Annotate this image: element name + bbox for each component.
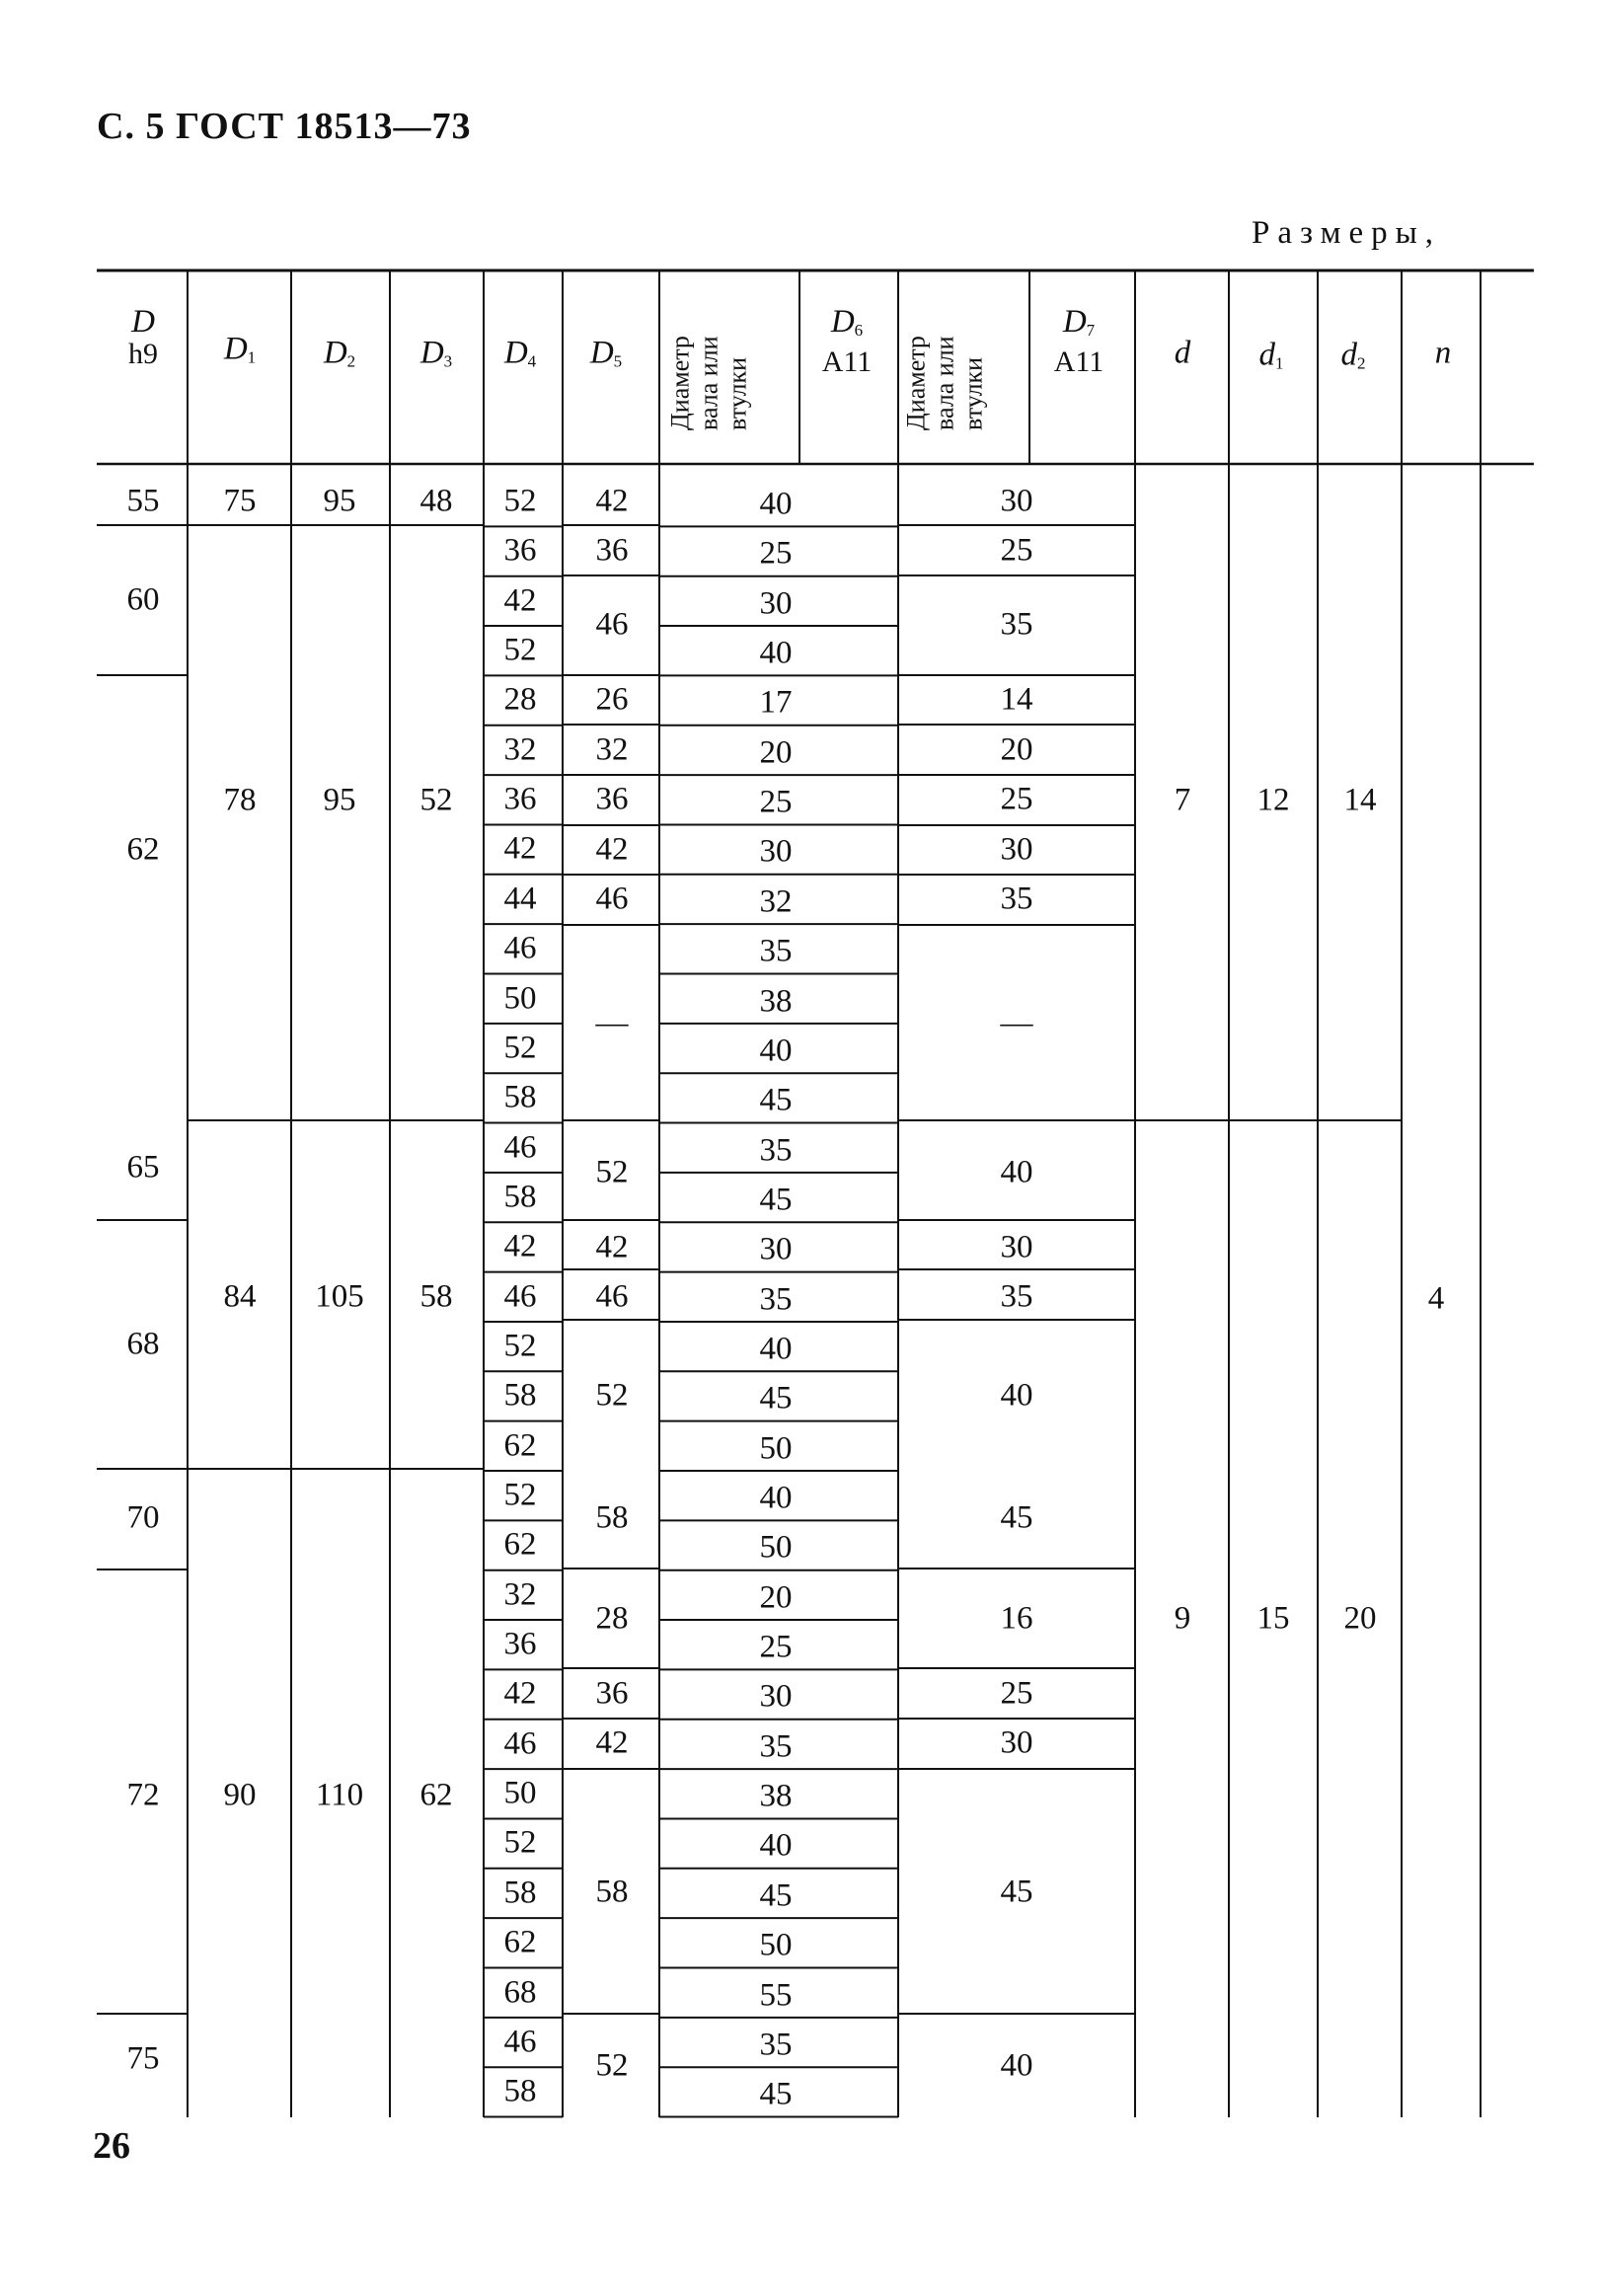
header-D2: $D_2$	[323, 335, 356, 371]
D7-cell: 25	[1000, 532, 1033, 569]
D4-cell: 44	[503, 880, 537, 917]
D-cell: 62	[126, 831, 160, 868]
shaft6-cell: 40	[759, 1827, 793, 1864]
D7-cell: 35	[1000, 606, 1033, 643]
D7-cell: —	[1000, 1005, 1033, 1041]
D5-cell: 46	[595, 1278, 629, 1315]
D7-cell: 30	[1000, 483, 1033, 519]
D2-cell: 105	[315, 1278, 364, 1315]
header-shaft-diameter-6: Диаметр вала или втулки	[665, 336, 752, 430]
D7-cell: 25	[1000, 781, 1033, 817]
D3-cell: 52	[419, 782, 453, 818]
D7-cell: 25	[1000, 1675, 1033, 1712]
D5-cell: 58	[595, 1499, 629, 1536]
D4-cell: 36	[503, 532, 537, 569]
header-D4: $D_4$	[503, 335, 537, 371]
shaft6-cell: 45	[759, 1182, 793, 1218]
D4-cell: 50	[503, 1775, 537, 1811]
D4-cell: 52	[503, 483, 537, 519]
D7-cell: 40	[1000, 2047, 1033, 2084]
d-cell: 7	[1174, 782, 1191, 818]
D4-cell: 42	[503, 1675, 537, 1712]
D4-cell: 36	[503, 781, 537, 817]
D7-cell: 45	[1000, 1874, 1033, 1910]
shaft6-cell: 40	[759, 1480, 793, 1516]
header-D: D h9	[128, 304, 158, 370]
shaft6-cell: 45	[759, 1380, 793, 1416]
header-D7: $D_7$ A11	[1053, 304, 1104, 378]
shaft6-cell: 30	[759, 1231, 793, 1267]
D1-cell: 84	[223, 1278, 257, 1315]
D3-cell: 48	[419, 483, 453, 519]
D4-cell: 46	[503, 1278, 537, 1315]
header-D5: $D_5$	[589, 335, 623, 371]
D4-cell: 46	[503, 930, 537, 966]
D7-cell: 16	[1000, 1600, 1033, 1637]
D7-cell: 35	[1000, 1278, 1033, 1315]
shaft6-cell: 35	[759, 1728, 793, 1765]
D4-cell: 58	[503, 2073, 537, 2109]
shaft6-cell: 38	[759, 983, 793, 1019]
D-cell: 55	[126, 483, 160, 519]
D1-cell: 90	[223, 1777, 257, 1813]
shaft6-cell: 50	[759, 1529, 793, 1566]
D4-cell: 52	[503, 1477, 537, 1513]
D7-cell: 30	[1000, 1724, 1033, 1761]
D7-cell: 14	[1000, 681, 1033, 718]
shaft6-cell: 25	[759, 535, 793, 572]
d2-cell: 14	[1343, 782, 1377, 818]
shaft6-cell: 25	[759, 784, 793, 820]
page-number: 26	[93, 2125, 130, 2167]
D5-cell: 36	[595, 781, 629, 817]
D5-cell: 42	[595, 483, 629, 519]
shaft6-cell: 25	[759, 1629, 793, 1665]
D4-cell: 58	[503, 1079, 537, 1115]
D2-cell: 95	[323, 483, 356, 519]
D4-cell: 62	[503, 1924, 537, 1960]
D5-cell: 28	[595, 1600, 629, 1637]
D4-cell: 52	[503, 1824, 537, 1861]
D4-cell: 42	[503, 1228, 537, 1264]
D-cell: 60	[126, 581, 160, 618]
units-label: Размеры,	[1252, 215, 1442, 251]
D4-cell: 36	[503, 1626, 537, 1662]
shaft6-cell: 40	[759, 486, 793, 522]
header-D6: $D_6$ A11	[821, 304, 873, 378]
D5-cell: 58	[595, 1874, 629, 1910]
shaft6-cell: 40	[759, 1331, 793, 1367]
D4-cell: 32	[503, 1576, 537, 1613]
shaft6-cell: 35	[759, 2027, 793, 2063]
shaft6-cell: 30	[759, 585, 793, 622]
D5-cell: 36	[595, 1675, 629, 1712]
D4-cell: 52	[503, 1030, 537, 1066]
D2-cell: 95	[323, 782, 356, 818]
D5-cell: 52	[595, 2047, 629, 2084]
D7-cell: 35	[1000, 880, 1033, 917]
header-d2: $d_2$	[1340, 337, 1366, 373]
D4-cell: 32	[503, 731, 537, 768]
shaft6-cell: 17	[759, 684, 793, 721]
D4-cell: 52	[503, 632, 537, 668]
D5-cell: 42	[595, 831, 629, 868]
D1-cell: 75	[223, 483, 257, 519]
D4-cell: 28	[503, 681, 537, 718]
D5-cell: 42	[595, 1229, 629, 1265]
D7-cell: 30	[1000, 831, 1033, 868]
header-D3: $D_3$	[419, 335, 453, 371]
D4-cell: 46	[503, 2024, 537, 2060]
header-n: n	[1434, 335, 1452, 371]
D-cell: 72	[126, 1777, 160, 1813]
D4-cell: 62	[503, 1427, 537, 1464]
D5-cell: 52	[595, 1377, 629, 1414]
D5-cell: 52	[595, 1154, 629, 1190]
D-cell: 68	[126, 1326, 160, 1362]
header-D1: $D_1$	[223, 331, 257, 367]
shaft6-cell: 35	[759, 933, 793, 969]
shaft6-cell: 55	[759, 1977, 793, 2013]
shaft6-cell: 35	[759, 1281, 793, 1318]
shaft6-cell: 30	[759, 1678, 793, 1715]
shaft6-cell: 38	[759, 1778, 793, 1814]
shaft6-cell: 50	[759, 1430, 793, 1467]
D7-cell: 20	[1000, 731, 1033, 768]
header-shaft-diameter-7: Диаметр вала или втулки	[901, 336, 988, 430]
shaft6-cell: 45	[759, 2076, 793, 2112]
header-d1: $d_1$	[1258, 337, 1284, 373]
D3-cell: 62	[419, 1777, 453, 1813]
D7-cell: 45	[1000, 1499, 1033, 1536]
n-cell: 4	[1427, 1280, 1445, 1317]
D7-cell: 30	[1000, 1229, 1033, 1265]
header-d: d	[1174, 335, 1191, 371]
shaft6-cell: 35	[759, 1132, 793, 1169]
D4-cell: 50	[503, 980, 537, 1016]
D4-cell: 42	[503, 582, 537, 619]
D5-cell: 46	[595, 880, 629, 917]
D4-cell: 46	[503, 1129, 537, 1166]
d-cell: 9	[1174, 1600, 1191, 1637]
D5-cell: 42	[595, 1724, 629, 1761]
D2-cell: 110	[315, 1777, 364, 1813]
shaft6-cell: 32	[759, 883, 793, 920]
shaft6-cell: 45	[759, 1082, 793, 1118]
D3-cell: 58	[419, 1278, 453, 1315]
D5-cell: 36	[595, 532, 629, 569]
D4-cell: 58	[503, 1377, 537, 1414]
shaft6-cell: 30	[759, 833, 793, 870]
D4-cell: 58	[503, 1179, 537, 1215]
D4-cell: 62	[503, 1526, 537, 1563]
D-cell: 65	[126, 1149, 160, 1186]
shaft6-cell: 45	[759, 1877, 793, 1914]
D4-cell: 46	[503, 1725, 537, 1762]
shaft6-cell: 50	[759, 1927, 793, 1963]
d1-cell: 12	[1256, 782, 1290, 818]
shaft6-cell: 40	[759, 635, 793, 671]
D4-cell: 68	[503, 1974, 537, 2010]
page-header: С. 5 ГОСТ 18513—73	[97, 106, 472, 147]
D5-cell: 32	[595, 731, 629, 768]
d1-cell: 15	[1256, 1600, 1290, 1637]
d2-cell: 20	[1343, 1600, 1377, 1637]
D5-cell: 46	[595, 606, 629, 643]
shaft6-cell: 20	[759, 1579, 793, 1616]
D7-cell: 40	[1000, 1377, 1033, 1414]
D4-cell: 42	[503, 830, 537, 867]
D5-cell: —	[595, 1005, 629, 1041]
D1-cell: 78	[223, 782, 257, 818]
D-cell: 75	[126, 2040, 160, 2077]
D4-cell: 52	[503, 1328, 537, 1364]
shaft6-cell: 40	[759, 1033, 793, 1069]
shaft6-cell: 20	[759, 734, 793, 771]
D7-cell: 40	[1000, 1154, 1033, 1190]
D-cell: 70	[126, 1499, 160, 1536]
D5-cell: 26	[595, 681, 629, 718]
D4-cell: 58	[503, 1875, 537, 1911]
